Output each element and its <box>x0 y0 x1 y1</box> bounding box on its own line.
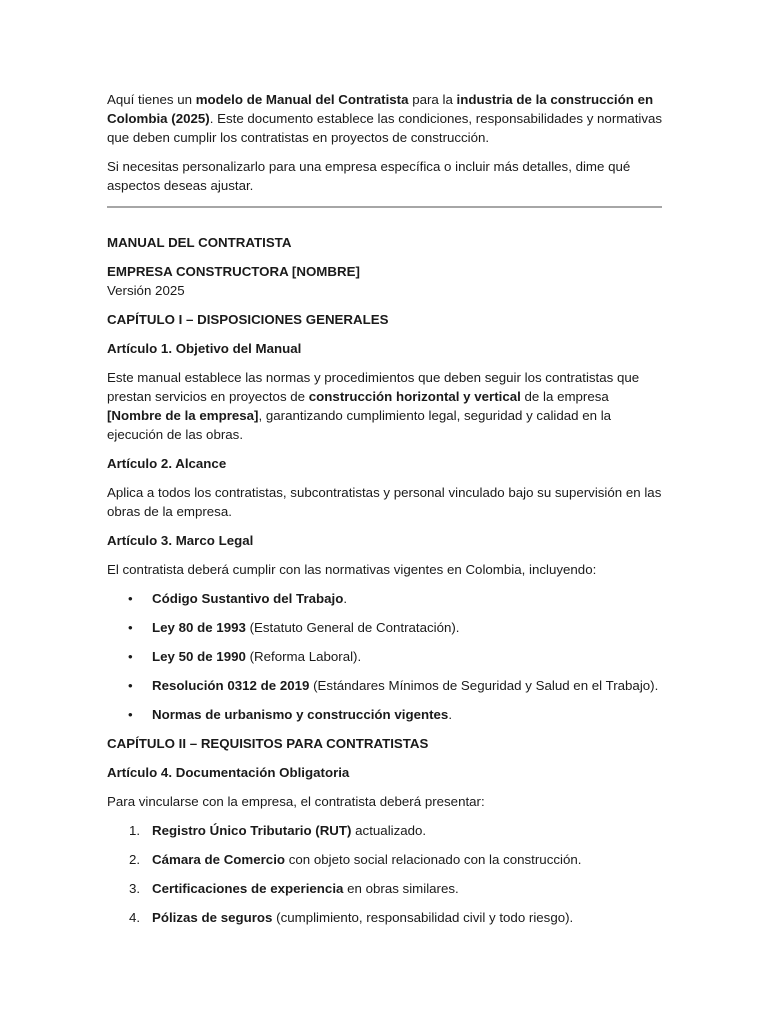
list-item-text: Ley 80 de 1993 (Estatuto General de Contratación). <box>152 620 460 635</box>
list-item <box>107 589 663 608</box>
article-4-body: Para vincularse con la empresa, el contratista deberá presentar: <box>107 794 485 809</box>
article-2-body: Aplica a todos los contratistas, subcontratistas y personal vinculado bajo su supervisión en las obras de la empresa. <box>107 485 662 519</box>
list-item <box>107 647 663 666</box>
manual-title: MANUAL DEL CONTRATISTA <box>107 235 292 250</box>
required-documents-list <box>107 821 663 927</box>
list-item <box>107 676 663 695</box>
article-4-title: Artículo 4. Documentación Obligatoria <box>107 765 350 780</box>
intro-followup-paragraph: Si necesitas personalizarlo para una empresa específica o incluir más detalles, dime qué aspectos deseas ajustar. <box>107 159 631 193</box>
chapter-2-title: CAPÍTULO II – REQUISITOS PARA CONTRATISTAS <box>107 736 429 751</box>
bullet-icon: • <box>128 649 133 664</box>
manual-version: Versión 2025 <box>107 283 185 298</box>
list-number: 1. <box>129 823 141 838</box>
list-item-text: Cámara de Comercio con objeto social relacionado con la construcción. <box>152 852 582 867</box>
article-1-body: Este manual establece las normas y procedimientos que deben seguir los contratistas que prestan servicios en proyectos de construcción horizontal y vertical de la empresa [Nombre de la empresa], garantizando cumplimiento legal, seguridad y calidad en la ejecución de las obras. <box>107 370 640 442</box>
intro-paragraph: Aquí tienes un modelo de Manual del Contratista para la industria de la construcción en Colombia (2025). Este documento establece las condiciones, responsabilidades y normativas que deben cumplir los contratistas en proyectos de construcción. <box>107 92 663 145</box>
list-item <box>107 850 663 869</box>
list-item <box>107 879 663 898</box>
list-item-text: Normas de urbanismo y construcción vigentes. <box>152 707 453 722</box>
list-item <box>107 821 663 840</box>
article-3-body: El contratista deberá cumplir con las normativas vigentes en Colombia, incluyendo: <box>107 562 597 577</box>
list-item <box>107 618 663 637</box>
list-item-text: Registro Único Tributario (RUT) actualizado. <box>152 823 427 838</box>
bullet-icon: • <box>128 620 133 635</box>
list-number: 4. <box>129 910 141 925</box>
chapter-1-title: CAPÍTULO I – DISPOSICIONES GENERALES <box>107 312 389 327</box>
company-name: EMPRESA CONSTRUCTORA [NOMBRE] <box>107 264 360 279</box>
list-item-text: Resolución 0312 de 2019 (Estándares Mínimos de Seguridad y Salud en el Trabajo). <box>152 678 659 693</box>
bullet-icon: • <box>128 707 133 722</box>
bullet-icon: • <box>128 591 133 606</box>
list-item-text: Pólizas de seguros (cumplimiento, responsabilidad civil y todo riesgo). <box>152 910 574 925</box>
article-3-title: Artículo 3. Marco Legal <box>107 533 254 548</box>
horizontal-rule <box>107 206 662 208</box>
list-item-text: Código Sustantivo del Trabajo. <box>152 591 348 606</box>
list-number: 3. <box>129 881 141 896</box>
list-item <box>107 705 663 724</box>
article-1-title: Artículo 1. Objetivo del Manual <box>107 341 302 356</box>
list-item <box>107 908 663 927</box>
article-2-title: Artículo 2. Alcance <box>107 456 227 471</box>
legal-framework-list <box>107 589 663 724</box>
list-item-text: Ley 50 de 1990 (Reforma Laboral). <box>152 649 362 664</box>
bullet-icon: • <box>128 678 133 693</box>
document-content <box>107 90 663 927</box>
list-number: 2. <box>129 852 141 867</box>
list-item-text: Certificaciones de experiencia en obras similares. <box>152 881 459 896</box>
